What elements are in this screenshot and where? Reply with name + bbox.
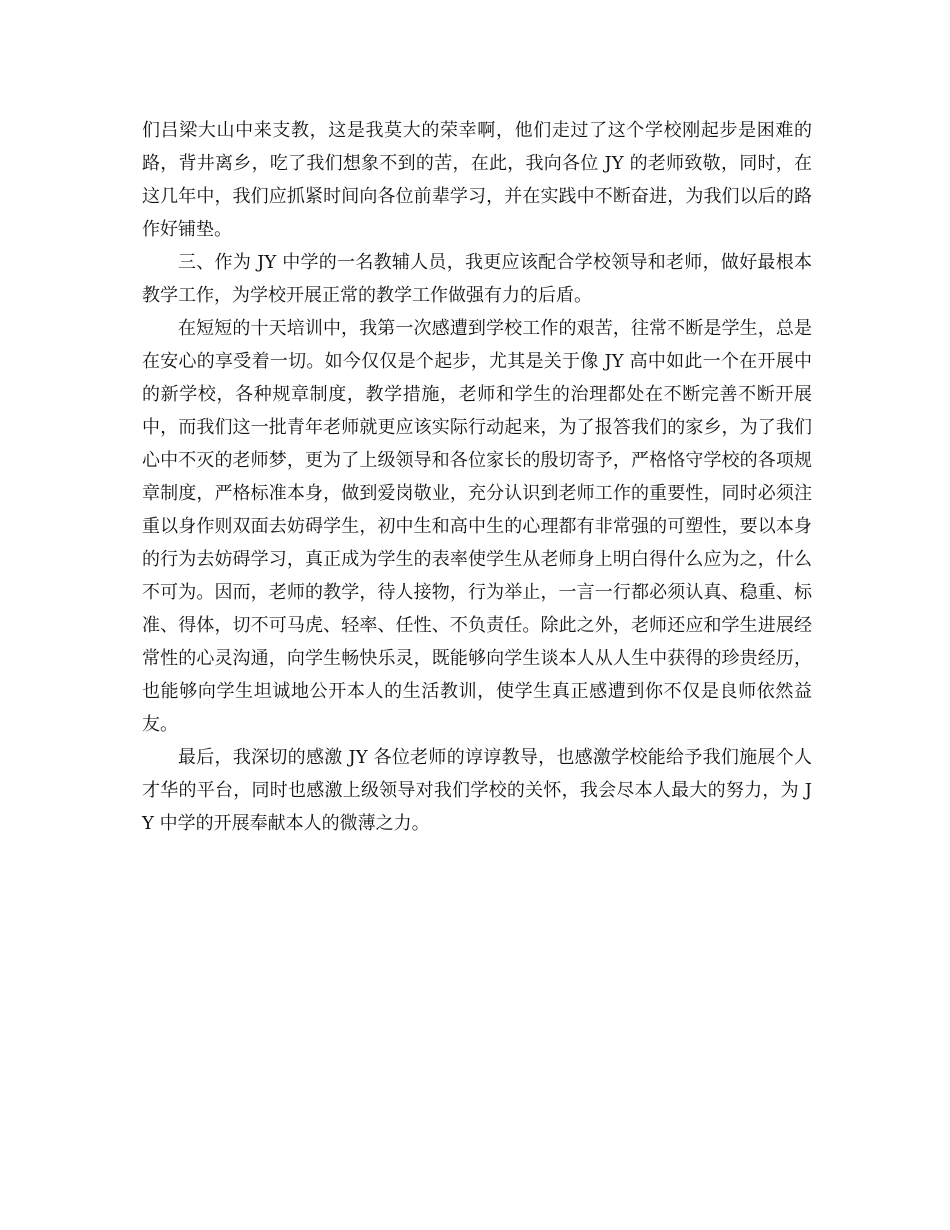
document-body (142, 114, 812, 840)
paragraph-training-reflection: 在短短的十天培训中，我第一次感遭到学校工作的艰苦，往常不断是学生，总是在安心的享受着一切。如今仅仅是个起步，尤其是关于像 JY 高中如此一个在开展中的新学校，各种规章制度，教学措施，老师和学生的治理都处在不断完善不断开展中，而我们这一批青年老师就更应该实际行动起来，为了报答我们的家乡，为了我们心中不灭的老师梦，更为了上级领导和各位家长的殷切寄予，严格恪守学校的各项规章制度，严格标准本身，做到爱岗敬业，充分认识到老师工作的重要性，同时必须注重以身作则双面去妨碍学生，初中生和高中生的心理都有非常强的可塑性，要以本身的行为去妨碍学习，真正成为学生的表率使学生从老师身上明白得什么应为之，什么不可为。因而，老师的教学，待人接物，行为举止，一言一行都必须认真、稳重、标准、得体，切不可马虎、轻率、任性、不负责任。除此之外，老师还应和学生进展经常性的心灵沟通，向学生畅快乐灵，既能够向学生谈本人从人生中获得的珍贵经历，也能够向学生坦诚地公开本人的生活教训，使学生真正感遭到你不仅是良师依然益友。 (142, 318, 812, 735)
paragraph-closing: 最后，我深切的感激 JY 各位老师的谆谆教导，也感激学校能给予我们施展个人才华的平台，同时也感激上级领导对我们学校的关怀，我会尽本人最大的努力，为 JY 中学的开展奉献本人的微薄之力。 (142, 747, 812, 834)
paragraph-continued: 们吕梁大山中来支教，这是我莫大的荣幸啊，他们走过了这个学校刚起步是困难的路，背井离乡，吃了我们想象不到的苦，在此，我向各位 JY 的老师致敬，同时，在这几年中，我们应抓紧时间向各位前辈学习，并在实践中不断奋进，为我们以后的路作好铺垫。 (142, 120, 812, 240)
paragraph-section-three: 三、作为 JY 中学的一名教辅人员，我更应该配合学校领导和老师，做好最根本教学工作，为学校开展正常的教学工作做强有力的后盾。 (142, 252, 812, 306)
